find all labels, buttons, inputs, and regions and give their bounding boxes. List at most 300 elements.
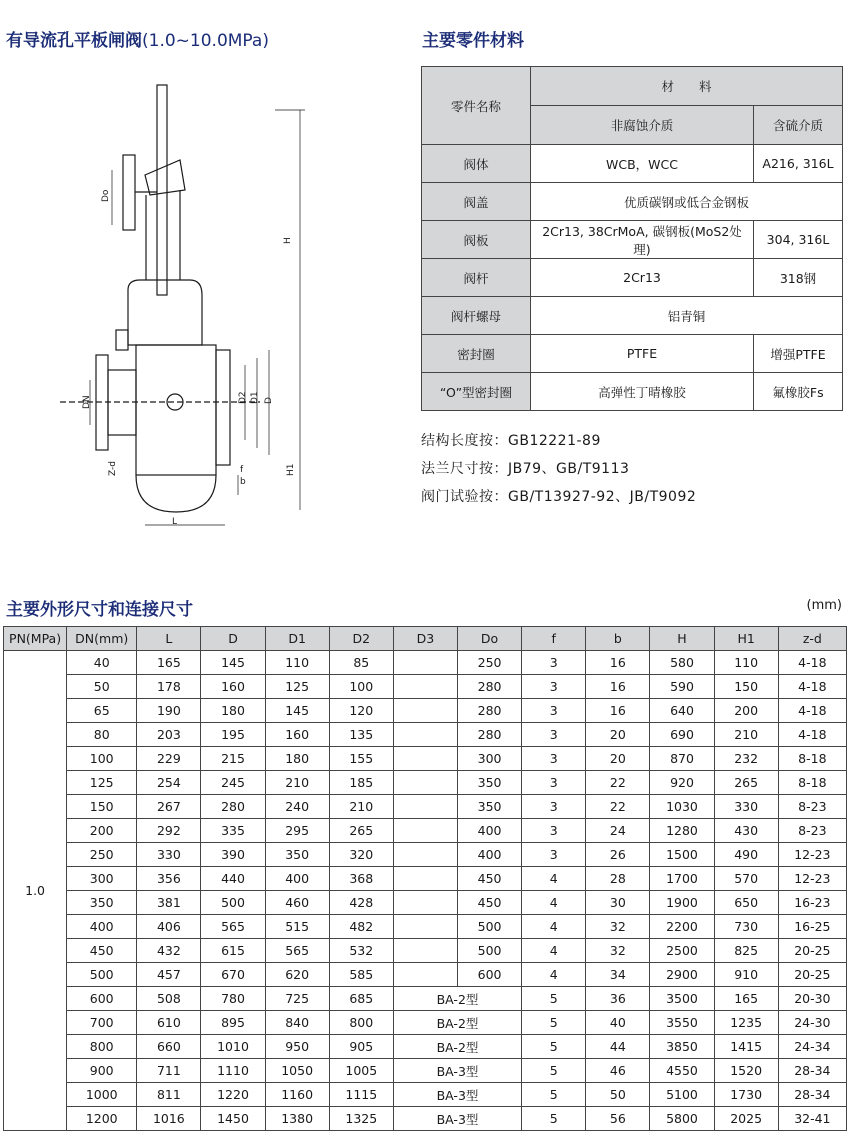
dimensions-cell: 2900 xyxy=(650,963,714,987)
materials-sulfur: A216, 316L xyxy=(754,145,843,183)
dimensions-cell: BA-3型 xyxy=(393,1059,521,1083)
dimensions-cell: 532 xyxy=(329,939,393,963)
dimensions-header-cell: Do xyxy=(458,627,522,651)
dimensions-cell: 16 xyxy=(586,651,650,675)
dimensions-cell: 3550 xyxy=(650,1011,714,1035)
valve-drawing xyxy=(60,80,390,540)
dimensions-cell: 460 xyxy=(265,891,329,915)
dimensions-cell: 125 xyxy=(67,771,137,795)
dimensions-cell: 400 xyxy=(458,843,522,867)
dimensions-cell: 400 xyxy=(67,915,137,939)
dimensions-cell: 711 xyxy=(137,1059,201,1083)
dimensions-cell: 1030 xyxy=(650,795,714,819)
dimensions-cell: 254 xyxy=(137,771,201,795)
dimensions-cell: 24-34 xyxy=(778,1035,846,1059)
dimensions-cell: 450 xyxy=(67,939,137,963)
table-row xyxy=(4,675,847,699)
dimensions-cell: 356 xyxy=(137,867,201,891)
dimensions-cell: 165 xyxy=(137,651,201,675)
table-row xyxy=(4,987,847,1011)
table-row xyxy=(4,699,847,723)
dimensions-cell: 190 xyxy=(137,699,201,723)
dimensions-cell: 4 xyxy=(522,939,586,963)
dimensions-cell: 1730 xyxy=(714,1083,778,1107)
dimensions-cell: 450 xyxy=(458,891,522,915)
dimensions-cell: BA-2型 xyxy=(393,1011,521,1035)
dimensions-cell: 210 xyxy=(265,771,329,795)
dimensions-cell: 335 xyxy=(201,819,265,843)
materials-part: 阀体 xyxy=(422,145,531,183)
label-d1: D1 xyxy=(250,391,260,404)
dimensions-cell: 500 xyxy=(458,939,522,963)
dimensions-header-cell: b xyxy=(586,627,650,651)
dimensions-cell: 5 xyxy=(522,1107,586,1131)
dimensions-cell: 232 xyxy=(714,747,778,771)
dimensions-cell: 215 xyxy=(201,747,265,771)
dimensions-cell: 32 xyxy=(586,939,650,963)
dimensions-header-cell: D xyxy=(201,627,265,651)
dimensions-header-cell: D1 xyxy=(265,627,329,651)
materials-part: 阀杆 xyxy=(422,259,531,297)
valve-title xyxy=(6,26,269,51)
dimensions-cell: 508 xyxy=(137,987,201,1011)
dimensions-cell xyxy=(393,675,457,699)
materials-part: 阀盖 xyxy=(422,183,531,221)
dimensions-cell: 50 xyxy=(586,1083,650,1107)
dimensions-cell: 3 xyxy=(522,723,586,747)
dimensions-cell: 8-23 xyxy=(778,819,846,843)
dimensions-cell: 195 xyxy=(201,723,265,747)
valve-title-main: 有导流孔平板闸阀 xyxy=(6,31,142,51)
dimensions-cell: 155 xyxy=(329,747,393,771)
table-row xyxy=(4,795,847,819)
dimensions-cell: 3 xyxy=(522,675,586,699)
dimensions-cell: 16 xyxy=(586,699,650,723)
dimensions-cell: 145 xyxy=(201,651,265,675)
dimensions-cell: 2025 xyxy=(714,1107,778,1131)
table-row xyxy=(4,939,847,963)
materials-sulfur: 氟橡胶Fs xyxy=(754,373,843,411)
dimensions-cell: 390 xyxy=(201,843,265,867)
table-row xyxy=(4,771,847,795)
dimensions-cell: 180 xyxy=(201,699,265,723)
dimensions-cell: 110 xyxy=(714,651,778,675)
dimensions-header-cell: H xyxy=(650,627,714,651)
dimensions-cell xyxy=(393,651,457,675)
dimensions-cell: 145 xyxy=(265,699,329,723)
dimensions-cell xyxy=(393,915,457,939)
dimensions-cell: 5 xyxy=(522,1035,586,1059)
dimensions-cell: 4-18 xyxy=(778,723,846,747)
standard-structure-length: 结构长度按：GB12221-89 xyxy=(421,433,601,449)
dimensions-cell: 28-34 xyxy=(778,1083,846,1107)
dimensions-cell: 870 xyxy=(650,747,714,771)
dimensions-cell: 267 xyxy=(137,795,201,819)
dimensions-cell: 178 xyxy=(137,675,201,699)
dimensions-cell: 500 xyxy=(458,915,522,939)
dimensions-cell: 350 xyxy=(458,795,522,819)
dimensions-cell: 280 xyxy=(458,675,522,699)
table-row xyxy=(4,651,847,675)
dimensions-cell: 36 xyxy=(586,987,650,1011)
dimensions-cell: 700 xyxy=(67,1011,137,1035)
dimensions-cell: 580 xyxy=(650,651,714,675)
dimensions-cell: 725 xyxy=(265,987,329,1011)
materials-noncorrosive: WCB，WCC xyxy=(531,145,754,183)
dimensions-cell: 670 xyxy=(201,963,265,987)
dimensions-cell: 440 xyxy=(201,867,265,891)
dimensions-cell: 690 xyxy=(650,723,714,747)
dimensions-cell: 3 xyxy=(522,795,586,819)
dimensions-cell: 34 xyxy=(586,963,650,987)
materials-merged: 优质碳钢或低合金钢板 xyxy=(531,183,843,221)
materials-table xyxy=(421,66,843,411)
dimensions-cell: 1110 xyxy=(201,1059,265,1083)
dimensions-cell: 920 xyxy=(650,771,714,795)
label-d: D xyxy=(264,397,274,404)
dimensions-cell: 565 xyxy=(201,915,265,939)
dimensions-cell: 280 xyxy=(201,795,265,819)
label-b: b xyxy=(240,477,246,487)
dimensions-cell: 12-23 xyxy=(778,843,846,867)
table-row xyxy=(4,819,847,843)
dimensions-cell: 780 xyxy=(201,987,265,1011)
dimensions-title: 主要外形尺寸和连接尺寸 xyxy=(6,600,193,620)
dimensions-cell: 350 xyxy=(67,891,137,915)
dimensions-cell: 32 xyxy=(586,915,650,939)
dimensions-cell: 905 xyxy=(329,1035,393,1059)
dimensions-cell: 1010 xyxy=(201,1035,265,1059)
table-row xyxy=(4,1083,847,1107)
materials-header-material: 材 料 xyxy=(531,67,843,106)
dimensions-cell: 406 xyxy=(137,915,201,939)
table-row xyxy=(4,867,847,891)
dimensions-cell: 40 xyxy=(67,651,137,675)
materials-header-sulfur: 含硫介质 xyxy=(754,106,843,145)
dimensions-cell: 150 xyxy=(714,675,778,699)
materials-header-part: 零件名称 xyxy=(422,67,531,145)
dimensions-cell: 180 xyxy=(265,747,329,771)
materials-title: 主要零件材料 xyxy=(422,31,524,51)
dimensions-cell: 280 xyxy=(458,699,522,723)
pn-cell: 1.0 xyxy=(4,651,67,1131)
materials-row xyxy=(422,297,843,335)
dimensions-header-cell: H1 xyxy=(714,627,778,651)
dimensions-cell: 428 xyxy=(329,891,393,915)
dimensions-cell xyxy=(393,795,457,819)
dimensions-header-row xyxy=(4,627,847,651)
dimensions-cell: 620 xyxy=(265,963,329,987)
dimensions-cell: 8-18 xyxy=(778,747,846,771)
dimensions-cell xyxy=(393,843,457,867)
dimensions-cell: 300 xyxy=(458,747,522,771)
dimensions-cell: 430 xyxy=(714,819,778,843)
dimensions-cell: 1380 xyxy=(265,1107,329,1131)
materials-part: 阀杆螺母 xyxy=(422,297,531,335)
dimensions-cell: 12-23 xyxy=(778,867,846,891)
dimensions-cell: 2200 xyxy=(650,915,714,939)
dimensions-cell xyxy=(393,963,457,987)
dimensions-cell: 490 xyxy=(714,843,778,867)
dimensions-cell: 5100 xyxy=(650,1083,714,1107)
standard-valve-test: 阀门试验按：GB/T13927-92、JB/T9092 xyxy=(421,489,697,505)
dimensions-cell: 1900 xyxy=(650,891,714,915)
dimensions-cell: 16-25 xyxy=(778,915,846,939)
dimensions-cell: BA-2型 xyxy=(393,1035,521,1059)
dimensions-cell: 350 xyxy=(458,771,522,795)
label-d2: D2 xyxy=(238,391,248,404)
dimensions-cell: 450 xyxy=(458,867,522,891)
dimensions-cell: 1016 xyxy=(137,1107,201,1131)
dimensions-cell: 120 xyxy=(329,699,393,723)
table-row xyxy=(4,1035,847,1059)
dimensions-cell: 4550 xyxy=(650,1059,714,1083)
dimensions-cell: 4-18 xyxy=(778,651,846,675)
dimensions-cell: 650 xyxy=(714,891,778,915)
dimensions-cell: 4 xyxy=(522,915,586,939)
dimensions-cell: 8-18 xyxy=(778,771,846,795)
dimensions-cell: 1500 xyxy=(650,843,714,867)
dimensions-cell: 210 xyxy=(329,795,393,819)
dimensions-header-cell: L xyxy=(137,627,201,651)
dimensions-cell: BA-3型 xyxy=(393,1083,521,1107)
dimensions-cell: 825 xyxy=(714,939,778,963)
dimensions-cell: 1200 xyxy=(67,1107,137,1131)
label-do: Do xyxy=(101,189,111,202)
dimensions-cell: 135 xyxy=(329,723,393,747)
dimensions-cell: 280 xyxy=(458,723,522,747)
dimensions-cell: 4-18 xyxy=(778,699,846,723)
dimensions-cell: 100 xyxy=(329,675,393,699)
materials-sulfur: 318钢 xyxy=(754,259,843,297)
materials-row xyxy=(422,259,843,297)
dimensions-cell: 1220 xyxy=(201,1083,265,1107)
dimensions-cell: 840 xyxy=(265,1011,329,1035)
dimensions-cell: 1005 xyxy=(329,1059,393,1083)
dimensions-cell: 1115 xyxy=(329,1083,393,1107)
dimensions-cell: 730 xyxy=(714,915,778,939)
label-h: H xyxy=(283,237,293,244)
dimensions-cell: 381 xyxy=(137,891,201,915)
unit-label: (mm) xyxy=(806,598,842,613)
dimensions-cell: 250 xyxy=(67,843,137,867)
dimensions-cell: 265 xyxy=(329,819,393,843)
dimensions-cell: 1280 xyxy=(650,819,714,843)
materials-header-noncorrosive: 非腐蚀介质 xyxy=(531,106,754,145)
dimensions-cell: 600 xyxy=(67,987,137,1011)
table-row xyxy=(4,843,847,867)
dimensions-cell: 240 xyxy=(265,795,329,819)
label-zd: Z-d xyxy=(108,461,118,476)
dimensions-cell: 4 xyxy=(522,963,586,987)
dimensions-cell: 44 xyxy=(586,1035,650,1059)
dimensions-cell: 570 xyxy=(714,867,778,891)
dimensions-cell: 1160 xyxy=(265,1083,329,1107)
materials-noncorrosive: 高弹性丁晴橡胶 xyxy=(531,373,754,411)
dimensions-cell: 210 xyxy=(714,723,778,747)
dimensions-cell: 46 xyxy=(586,1059,650,1083)
dimensions-cell: 5 xyxy=(522,987,586,1011)
dimensions-cell: 4-18 xyxy=(778,675,846,699)
dimensions-cell: 16 xyxy=(586,675,650,699)
materials-sulfur: 增强PTFE xyxy=(754,335,843,373)
dimensions-cell: 1325 xyxy=(329,1107,393,1131)
dimensions-cell: 20-30 xyxy=(778,987,846,1011)
dimensions-cell: 22 xyxy=(586,795,650,819)
table-row xyxy=(4,1107,847,1131)
label-l: L xyxy=(172,517,178,527)
dimensions-cell: 40 xyxy=(586,1011,650,1035)
dimensions-cell: BA-2型 xyxy=(393,987,521,1011)
dimensions-cell: 8-23 xyxy=(778,795,846,819)
dimensions-cell: 295 xyxy=(265,819,329,843)
dimensions-cell xyxy=(393,723,457,747)
dimensions-cell: 895 xyxy=(201,1011,265,1035)
dimensions-cell: 900 xyxy=(67,1059,137,1083)
table-row xyxy=(4,1059,847,1083)
dimensions-cell: 500 xyxy=(201,891,265,915)
dimensions-cell: 3500 xyxy=(650,987,714,1011)
materials-row xyxy=(422,183,843,221)
dimensions-cell: 110 xyxy=(265,651,329,675)
dimensions-cell: 610 xyxy=(137,1011,201,1035)
materials-body xyxy=(422,145,843,411)
dimensions-cell: 125 xyxy=(265,675,329,699)
dimensions-cell: 1415 xyxy=(714,1035,778,1059)
materials-row xyxy=(422,221,843,259)
dimensions-cell: 20-25 xyxy=(778,963,846,987)
dimensions-cell: 3850 xyxy=(650,1035,714,1059)
dimensions-cell: 5800 xyxy=(650,1107,714,1131)
table-row xyxy=(4,723,847,747)
materials-noncorrosive: 2Cr13, 38CrMoA, 碳钢板(MoS2处理) xyxy=(531,221,754,259)
dimensions-cell: 65 xyxy=(67,699,137,723)
materials-noncorrosive: 2Cr13 xyxy=(531,259,754,297)
dimensions-cell: 660 xyxy=(137,1035,201,1059)
table-row xyxy=(4,891,847,915)
dimensions-cell: 1520 xyxy=(714,1059,778,1083)
dimensions-header-cell: f xyxy=(522,627,586,651)
dimensions-cell: 1050 xyxy=(265,1059,329,1083)
materials-noncorrosive: PTFE xyxy=(531,335,754,373)
dimensions-cell: 500 xyxy=(67,963,137,987)
dimensions-cell: 56 xyxy=(586,1107,650,1131)
dimensions-cell: 20 xyxy=(586,747,650,771)
dimensions-cell: 910 xyxy=(714,963,778,987)
dimensions-cell: 615 xyxy=(201,939,265,963)
dimensions-cell: 590 xyxy=(650,675,714,699)
dimensions-cell: 1450 xyxy=(201,1107,265,1131)
dimensions-cell: 800 xyxy=(67,1035,137,1059)
dimensions-cell: 265 xyxy=(714,771,778,795)
dimensions-cell: 3 xyxy=(522,771,586,795)
dimensions-cell: 482 xyxy=(329,915,393,939)
dimensions-cell: 3 xyxy=(522,747,586,771)
dimensions-cell: 400 xyxy=(458,819,522,843)
dimensions-cell: 203 xyxy=(137,723,201,747)
dimensions-cell: 515 xyxy=(265,915,329,939)
dimensions-cell: 330 xyxy=(137,843,201,867)
dimensions-cell: 5 xyxy=(522,1083,586,1107)
dimensions-cell: 800 xyxy=(329,1011,393,1035)
dimensions-header-cell: D2 xyxy=(329,627,393,651)
dimensions-cell: 3 xyxy=(522,651,586,675)
dimensions-cell: 368 xyxy=(329,867,393,891)
label-dn: DN xyxy=(82,395,92,409)
table-row xyxy=(4,1011,847,1035)
label-f: f xyxy=(240,465,244,475)
materials-part: “O”型密封圈 xyxy=(422,373,531,411)
dimensions-cell: 950 xyxy=(265,1035,329,1059)
dimensions-cell: 20 xyxy=(586,723,650,747)
dimensions-cell: 200 xyxy=(67,819,137,843)
dimensions-cell: 4 xyxy=(522,867,586,891)
valve-title-pressure: (1.0~10.0MPa) xyxy=(142,31,269,51)
dimensions-cell: 24 xyxy=(586,819,650,843)
dimensions-cell: 300 xyxy=(67,867,137,891)
dimensions-header-cell: PN(MPa) xyxy=(4,627,67,651)
dimensions-cell: 292 xyxy=(137,819,201,843)
dimensions-cell: 457 xyxy=(137,963,201,987)
dimensions-cell: 5 xyxy=(522,1011,586,1035)
materials-sulfur: 304, 316L xyxy=(754,221,843,259)
dimensions-cell: 80 xyxy=(67,723,137,747)
dimensions-cell xyxy=(393,867,457,891)
dimensions-cell: 229 xyxy=(137,747,201,771)
dimensions-cell xyxy=(393,771,457,795)
dimensions-cell: 185 xyxy=(329,771,393,795)
dimensions-body xyxy=(4,651,847,1131)
materials-part: 阀板 xyxy=(422,221,531,259)
dimensions-header-cell: DN(mm) xyxy=(67,627,137,651)
dimensions-cell: 1700 xyxy=(650,867,714,891)
dimensions-cell: 811 xyxy=(137,1083,201,1107)
dimensions-cell: 32-41 xyxy=(778,1107,846,1131)
dimensions-cell xyxy=(393,699,457,723)
dimensions-cell: 400 xyxy=(265,867,329,891)
dimensions-cell: 245 xyxy=(201,771,265,795)
dimensions-cell: 565 xyxy=(265,939,329,963)
dimensions-cell: 165 xyxy=(714,987,778,1011)
dimensions-cell: 100 xyxy=(67,747,137,771)
dimensions-cell: 320 xyxy=(329,843,393,867)
dimensions-cell: 685 xyxy=(329,987,393,1011)
standard-flange-size: 法兰尺寸按：JB79、GB/T9113 xyxy=(421,461,630,477)
label-h1: H1 xyxy=(286,463,296,476)
materials-row xyxy=(422,145,843,183)
dimensions-cell: 24-30 xyxy=(778,1011,846,1035)
materials-row xyxy=(422,373,843,411)
dimensions-cell: 16-23 xyxy=(778,891,846,915)
dimensions-cell: 5 xyxy=(522,1059,586,1083)
dimensions-cell: 22 xyxy=(586,771,650,795)
dimensions-cell: 640 xyxy=(650,699,714,723)
dimensions-cell: 350 xyxy=(265,843,329,867)
dimensions-cell: 26 xyxy=(586,843,650,867)
dimensions-cell: 4 xyxy=(522,891,586,915)
dimensions-cell: 585 xyxy=(329,963,393,987)
dimensions-header-cell: D3 xyxy=(393,627,457,651)
materials-row xyxy=(422,335,843,373)
dimensions-cell xyxy=(393,819,457,843)
dimensions-cell: 2500 xyxy=(650,939,714,963)
dimensions-cell: 3 xyxy=(522,819,586,843)
dimensions-cell: 330 xyxy=(714,795,778,819)
materials-part: 密封圈 xyxy=(422,335,531,373)
table-row xyxy=(4,963,847,987)
dimensions-cell: 432 xyxy=(137,939,201,963)
dimensions-cell: 200 xyxy=(714,699,778,723)
